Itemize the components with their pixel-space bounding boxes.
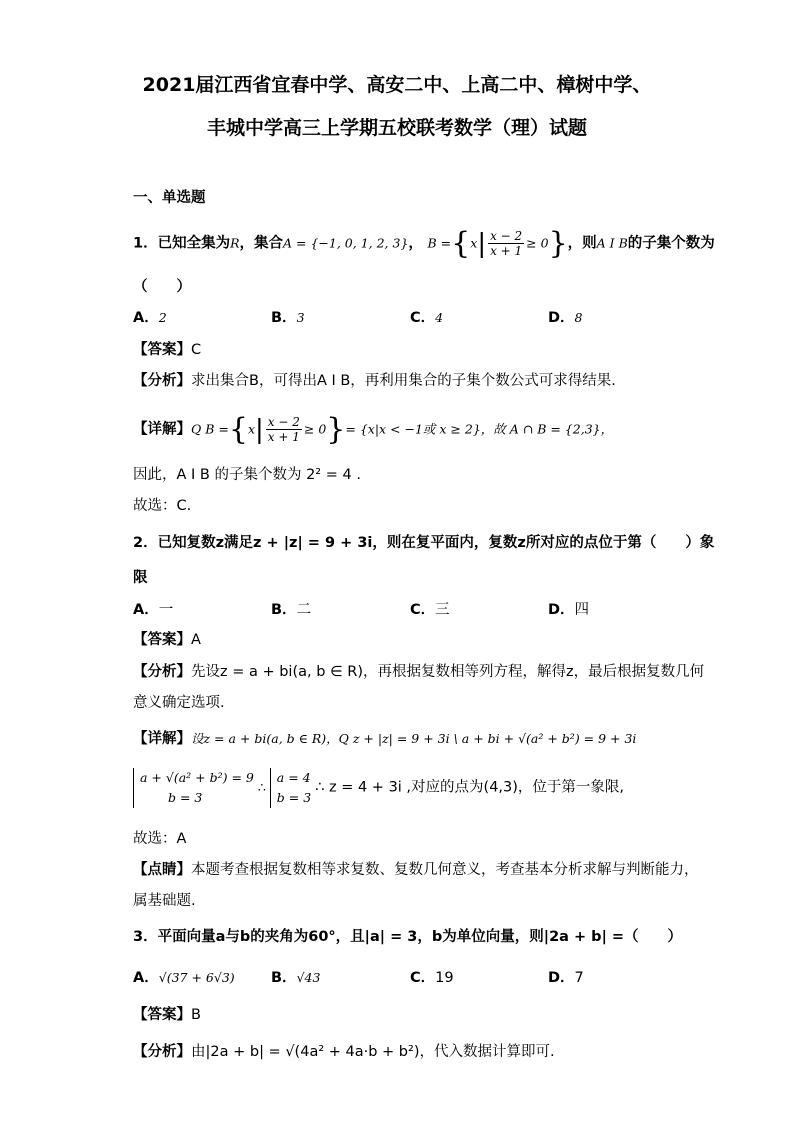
q2-choose: 故选：A: [133, 831, 187, 847]
q2-comment-line-2: 属基础题.: [133, 893, 196, 909]
section-heading: 一、单选题: [133, 190, 206, 206]
q2-option-b[interactable]: B．二: [271, 602, 312, 618]
q1-option-d[interactable]: D．8: [548, 310, 583, 326]
q1-answer: 【答案】C: [133, 342, 202, 358]
q3-answer: 【答案】B: [133, 1007, 201, 1023]
q2-analysis-line-2: 意义确定选项.: [133, 695, 225, 711]
q3-option-b[interactable]: B．√43: [271, 970, 321, 986]
q2-system-left-2: b = 3: [168, 790, 203, 805]
title-line-1: 2021届江西省宜春中学、高安二中、上高二中、樟树中学、: [142, 74, 652, 96]
q2-system-left-1: a + √(a² + b²) = 9: [140, 770, 254, 785]
q3-option-d[interactable]: D．7: [548, 970, 584, 986]
q2-system-right-1: a = 4: [276, 770, 311, 785]
q2-analysis-line-1: 【分析】先设z = a + bi(a, b ∈ R)，再根据复数相等列方程，解得z，最后根据复数几何: [133, 664, 705, 680]
q2-stem-line-1: 2．已知复数z满足z + |z| = 9 + 3i，则在复平面内，复数z所对应的点位于第（ ）象: [133, 535, 715, 551]
q2-stem-line-2: 限: [133, 570, 148, 586]
q1-detail: 【详解】Q B ={x| $\frac{x - 2}{x + 1}$ ≥ 0}= {x|x < −1或 x ≥ 2}，故 A ∩ B = {2,3}，: [133, 412, 614, 447]
q1-option-c[interactable]: C．4: [410, 310, 444, 326]
q1-therefore: 因此，A I B 的子集个数为 2² = 4 .: [133, 467, 361, 483]
title-line-2: 丰城中学高三上学期五校联考数学（理）试题: [206, 117, 587, 139]
q2-detail: 【详解】设z = a + bi(a, b ∈ R)，Q z + |z| = 9 + 3i \ a + bi + √(a² + b²) = 9 + 3i: [133, 731, 637, 747]
q2-option-c[interactable]: C．三: [410, 602, 450, 618]
q2-equation-system: a + √(a² + b²) = 9 b = 3 ∴ a = 4 b = 3 ∴ z = 4 + 3i ,对应的点为(4,3)，位于第一象限,: [133, 768, 624, 808]
q1-analysis: 【分析】求出集合B，可得出A I B，再利用集合的子集个数公式可求得结果.: [133, 373, 616, 389]
q2-comment-line-1: 【点睛】本题考查根据复数相等求复数、复数几何意义，考查基本分析求解与判断能力，: [133, 862, 699, 878]
q1-stem: 1．已知全集为R，集合A = {−1, 0, 1, 2, 3}， B ={x| $\frac{x - 2}{x + 1}$ ≥ 0}，则A I B的子集个数为: [133, 226, 715, 261]
q2-system-tail: ∴ z = 4 + 3i ,对应的点为(4,3)，位于第一象限,: [315, 779, 625, 796]
q2-option-a[interactable]: A．一: [133, 602, 174, 618]
q3-option-c[interactable]: C．19: [410, 970, 454, 986]
q1-option-a[interactable]: A．2: [133, 310, 167, 326]
q2-system-right-2: b = 3: [276, 790, 312, 805]
q3-stem: 3．平面向量a与b的夹角为60°，且|a| = 3，b为单位向量，则|2a + b| =（ ）: [133, 929, 683, 945]
q1-choose: 故选：C.: [133, 498, 192, 514]
q3-analysis: 【分析】由|2a + b| = √(4a² + 4a·b + b²)，代入数据计算即可.: [133, 1044, 555, 1060]
q2-answer: 【答案】A: [133, 632, 201, 648]
q1-paren: （ ）: [133, 279, 191, 295]
q2-option-d[interactable]: D．四: [548, 602, 590, 618]
q3-option-a[interactable]: A．√(37 + 6√3): [133, 970, 235, 986]
q1-option-b[interactable]: B．3: [271, 310, 305, 326]
